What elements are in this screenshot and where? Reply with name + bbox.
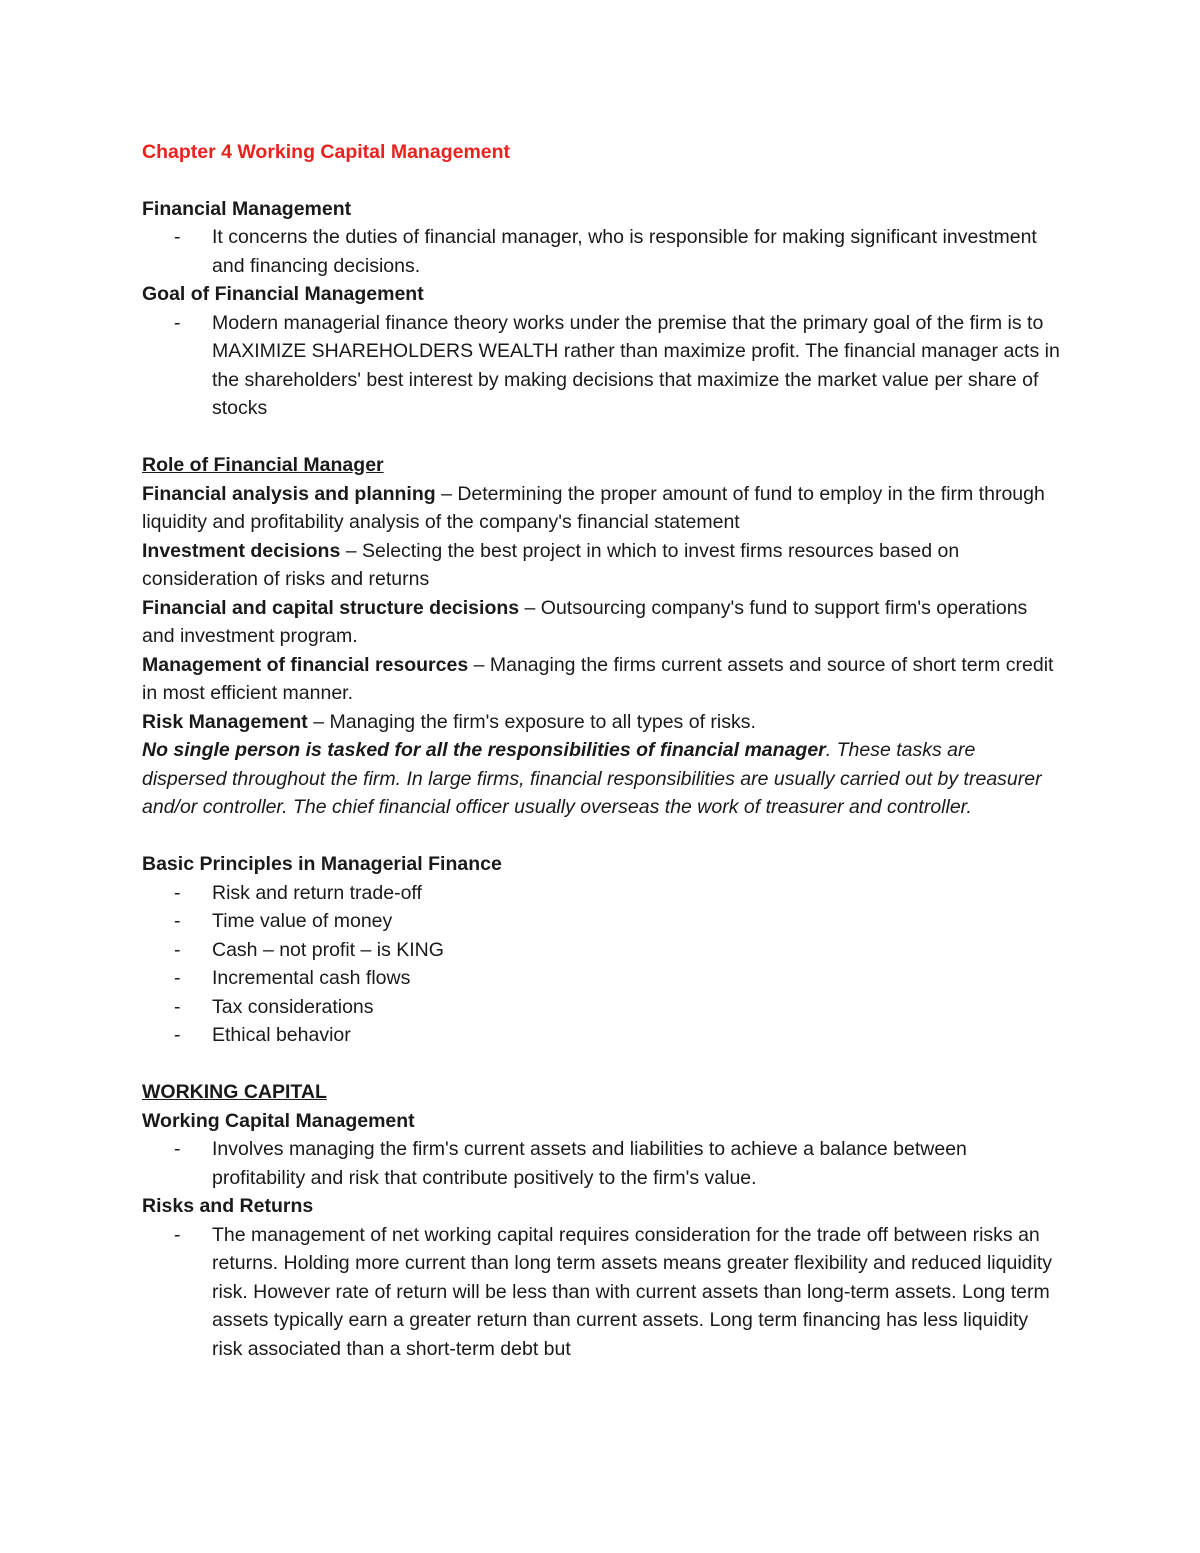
spacer: [142, 1050, 1062, 1079]
document-page: [142, 138, 1062, 1363]
role-note-bold: No single person is tasked for all the responsibilities of financial manager: [142, 739, 826, 761]
role-entry: [142, 594, 1062, 651]
role-entry: [142, 708, 1062, 737]
financial-management-list: [142, 223, 1062, 280]
role-desc: – Outsourcing company's fund to support firm's operations and investment program.: [142, 596, 1028, 647]
heading-goal: Goal of Financial Management: [142, 283, 424, 305]
spacer: [142, 167, 1062, 195]
role-term: Financial and capital structure decisions: [142, 596, 520, 619]
list-item: - Ethical behavior: [142, 1021, 1062, 1050]
spacer: [142, 423, 1062, 452]
role-note-rest: . These tasks are dispersed throughout the firm. In large firms, financial responsibilities are usually carried out by treasurer and/or controller. The chief financial officer usually overseas the work of treasurer and controller.: [142, 739, 1042, 818]
role-term: Management of financial resources: [142, 653, 469, 676]
role-entry: [142, 480, 1062, 537]
list-item: - It concerns the duties of financial manager, who is responsible for making significant investment and financing decisions.: [142, 223, 1062, 280]
heading-wcm: Working Capital Management: [142, 1109, 415, 1132]
role-desc: – Managing the firms current assets and source of short term credit in most efficient manner.: [142, 653, 1054, 704]
role-desc: – Managing the firm's exposure to all types of risks.: [307, 710, 756, 733]
wcm-list: [142, 1135, 1062, 1192]
heading-working-capital: WORKING CAPITAL: [142, 1081, 327, 1103]
risks-returns-list: [142, 1221, 1062, 1364]
role-entry: [142, 537, 1062, 594]
list-item: - The management of net working capital requires consideration for the trade off between risks an returns. Holding more current than long term assets means greater flexibility and reduced liquidity risk. However rate of return will be less than with current assets than long-term assets. Long term assets typically earn a greater return than current assets. Long term financing has less liquidity risk associated than a short-term debt but: [142, 1221, 1062, 1364]
list-item: - Modern managerial finance theory works under the premise that the primary goal of the firm is to MAXIMIZE SHAREHOLDERS WEALTH rather than maximize profit. The financial manager acts in the shareholders' best interest by making decisions that maximize the market value per share of stocks: [142, 309, 1062, 423]
list-item: - Incremental cash flows: [142, 964, 1062, 993]
role-desc: – Selecting the best project in which to invest firms resources based on consideration of risks and returns: [142, 539, 960, 590]
goal-list: [142, 309, 1062, 423]
role-term: Investment decisions: [142, 539, 341, 562]
list-item: - Time value of money: [142, 907, 1062, 936]
role-desc: – Determining the proper amount of fund to employ in the firm through liquidity and profitability analysis of the company's financial statement: [142, 482, 1045, 533]
list-item: - Involves managing the firm's current assets and liabilities to achieve a balance between profitability and risk that contribute positively to the firm's value.: [142, 1135, 1062, 1192]
heading-risks-returns: Risks and Returns: [142, 1195, 314, 1217]
heading-principles: Basic Principles in Managerial Finance: [142, 853, 502, 875]
role-term: Financial analysis and planning: [142, 482, 436, 505]
heading-financial-management: Financial Management: [142, 197, 352, 220]
spacer: [142, 822, 1062, 851]
role-note: [142, 736, 1062, 822]
list-item: - Risk and return trade-off: [142, 879, 1062, 908]
chapter-title: Chapter 4 Working Capital Management: [142, 141, 511, 163]
principles-list: [142, 879, 1062, 1050]
role-entry: [142, 651, 1062, 708]
role-term: Risk Management: [142, 710, 308, 733]
list-item: - Cash – not profit – is KING: [142, 936, 1062, 965]
list-item: - Tax considerations: [142, 993, 1062, 1022]
heading-role: Role of Financial Manager: [142, 454, 384, 476]
